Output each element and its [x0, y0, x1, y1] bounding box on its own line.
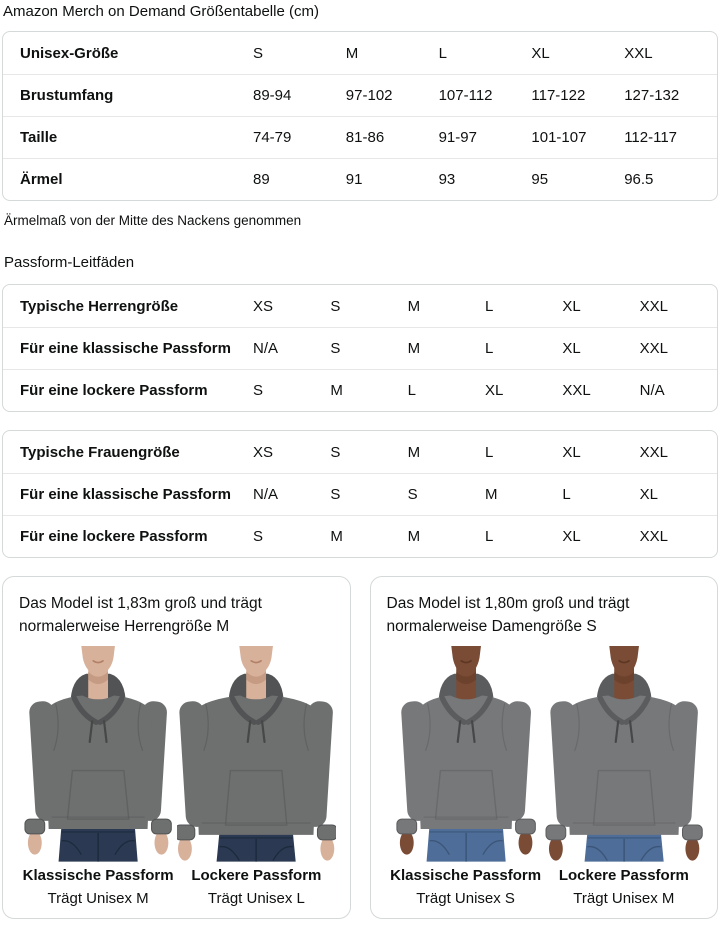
- table-row: [3, 327, 717, 369]
- row-label: Taille: [20, 129, 58, 146]
- page-title: Amazon Merch on Demand Größentabelle (cm): [3, 3, 319, 20]
- table-row: [3, 158, 717, 200]
- size-cell: N/A: [253, 340, 279, 357]
- size-cell: S: [330, 486, 341, 503]
- model-figures: [387, 646, 704, 908]
- model-cards-row: [2, 576, 718, 919]
- model-heading: Das Model ist 1,80m groß und trägt normalerweise Damengröße S: [386, 595, 630, 635]
- row-label: Typische Herrengröße: [20, 297, 179, 315]
- model-figure: [545, 646, 703, 908]
- size-cell: M: [484, 486, 498, 503]
- size-cell: XL: [639, 486, 658, 503]
- hoodie-cuff: [682, 825, 702, 840]
- size-cell: XL: [562, 443, 581, 461]
- table-row: [3, 431, 717, 473]
- table-row: [3, 369, 717, 411]
- womens-model-card: [370, 576, 719, 919]
- row-label: Für eine klassische Passform: [20, 340, 231, 357]
- fit-caption: Lockere Passform: [191, 866, 322, 884]
- hoodie-torso: [416, 695, 515, 829]
- model-hand: [154, 831, 168, 855]
- table-row: [3, 285, 717, 327]
- size-cell: XS: [253, 443, 274, 461]
- size-cell: N/A: [639, 382, 665, 399]
- table-row: [3, 515, 717, 557]
- size-cell: L: [484, 443, 494, 461]
- hoodie-cuff: [515, 819, 535, 834]
- size-cell: 91: [345, 171, 363, 188]
- hoodie-cuff: [152, 819, 172, 834]
- womens-fit-table: [2, 430, 718, 558]
- size-cell: 95: [531, 171, 549, 188]
- hoodie-torso: [45, 695, 152, 829]
- row-label: Ärmel: [20, 171, 63, 188]
- mens-fit-table: [2, 284, 718, 412]
- hoodie-cuff: [396, 819, 416, 834]
- hoodie-torso: [195, 695, 318, 834]
- size-cell: 81-86: [345, 129, 385, 146]
- model-figure: [19, 646, 177, 908]
- size-cell: XL: [531, 44, 550, 62]
- size-cell: XXL: [639, 528, 668, 545]
- table-row: [3, 74, 717, 116]
- size-cell: S: [330, 297, 341, 315]
- hoodie-torso: [566, 695, 683, 834]
- size-cell: 101-107: [531, 129, 587, 146]
- size-cell: L: [484, 297, 494, 315]
- row-label: Für eine lockere Passform: [20, 382, 208, 399]
- row-label: Unisex-Größe: [20, 44, 119, 62]
- model-hand: [518, 831, 532, 855]
- model-hand: [28, 831, 42, 855]
- size-cell: XL: [562, 340, 581, 357]
- size-cell: XL: [562, 528, 581, 545]
- size-cell: L: [484, 340, 494, 357]
- hoodie-model-illustration: [387, 646, 545, 862]
- size-cell: 91-97: [438, 129, 477, 146]
- size-cell: M: [407, 528, 421, 545]
- size-cell: XXL: [639, 443, 668, 461]
- size-cell: 89-94: [253, 87, 292, 104]
- table-row: [3, 32, 717, 74]
- size-cell: 96.5: [624, 171, 654, 188]
- model-face: [451, 646, 481, 677]
- size-cell: XL: [562, 297, 581, 315]
- fit-caption: Lockere Passform: [558, 866, 689, 884]
- model-hand: [685, 837, 699, 861]
- sleeve-measure-note: Ärmelmaß von der Mitte des Nackens genommen: [4, 213, 302, 228]
- model-hand: [178, 837, 192, 861]
- size-cell: XL: [484, 382, 504, 399]
- hoodie-cuff: [546, 825, 566, 840]
- fit-caption: Klassische Passform: [390, 866, 542, 884]
- size-cell: L: [407, 382, 416, 399]
- model-figure: [177, 646, 335, 908]
- model-heading: Das Model ist 1,83m groß und trägt normalerweise Herrengröße M: [19, 595, 262, 635]
- size-cell: XXL: [639, 340, 668, 357]
- size-cell: M: [407, 297, 421, 315]
- size-cell: 97-102: [345, 87, 393, 104]
- size-cell: 127-132: [624, 87, 680, 104]
- hoodie-cuff: [177, 825, 195, 840]
- size-cell: S: [253, 528, 264, 545]
- hoodie-model-illustration: [177, 646, 335, 862]
- hoodie-model-illustration: [19, 646, 177, 862]
- row-label: Typische Frauengröße: [20, 443, 180, 461]
- size-cell: M: [345, 44, 359, 62]
- size-cell: XXL: [562, 382, 591, 399]
- size-cell: S: [253, 44, 264, 62]
- size-cell: L: [562, 486, 571, 503]
- unisex-size-table: [2, 31, 718, 201]
- hoodie-cuff: [318, 825, 336, 840]
- size-cell: XS: [253, 297, 274, 315]
- model-face: [609, 646, 639, 677]
- size-cell: L: [438, 44, 447, 62]
- size-cell: M: [407, 443, 421, 461]
- model-figures: [19, 646, 336, 908]
- mens-model-card: [2, 576, 351, 919]
- size-cell: XXL: [624, 44, 653, 62]
- size-cell: M: [407, 340, 421, 357]
- hoodie-cuff: [25, 819, 45, 834]
- row-label: Für eine lockere Passform: [20, 528, 208, 545]
- size-cell: N/A: [253, 486, 279, 503]
- size-caption: Trägt Unisex S: [416, 889, 515, 907]
- fit-guides-title: Passform-Leitfäden: [4, 254, 135, 271]
- row-label: Brustumfang: [20, 87, 114, 104]
- table-row: [3, 116, 717, 158]
- model-figure: [387, 646, 545, 908]
- size-cell: M: [330, 382, 343, 399]
- size-caption: Trägt Unisex M: [47, 889, 149, 907]
- hoodie-model-illustration: [545, 646, 703, 862]
- size-cell: 89: [253, 171, 270, 188]
- fit-caption: Klassische Passform: [22, 866, 174, 884]
- model-hand: [549, 837, 563, 861]
- model-face: [81, 646, 115, 677]
- size-cell: XXL: [639, 297, 668, 315]
- size-cell: L: [484, 528, 494, 545]
- model-face: [240, 646, 274, 677]
- size-cell: M: [330, 528, 343, 545]
- size-cell: 107-112: [438, 87, 493, 104]
- size-caption: Trägt Unisex M: [573, 889, 675, 907]
- model-hand: [399, 831, 413, 855]
- size-cell: S: [330, 340, 341, 357]
- model-hand: [321, 837, 335, 861]
- size-cell: 112-117: [624, 129, 678, 146]
- size-cell: 74-79: [253, 129, 292, 146]
- size-caption: Trägt Unisex L: [207, 889, 305, 907]
- size-cell: S: [407, 486, 418, 503]
- size-cell: S: [330, 443, 341, 461]
- size-cell: S: [253, 382, 264, 399]
- table-row: [3, 473, 717, 515]
- row-label: Für eine klassische Passform: [20, 486, 231, 503]
- size-cell: 117-122: [531, 87, 586, 104]
- size-cell: 93: [438, 171, 456, 188]
